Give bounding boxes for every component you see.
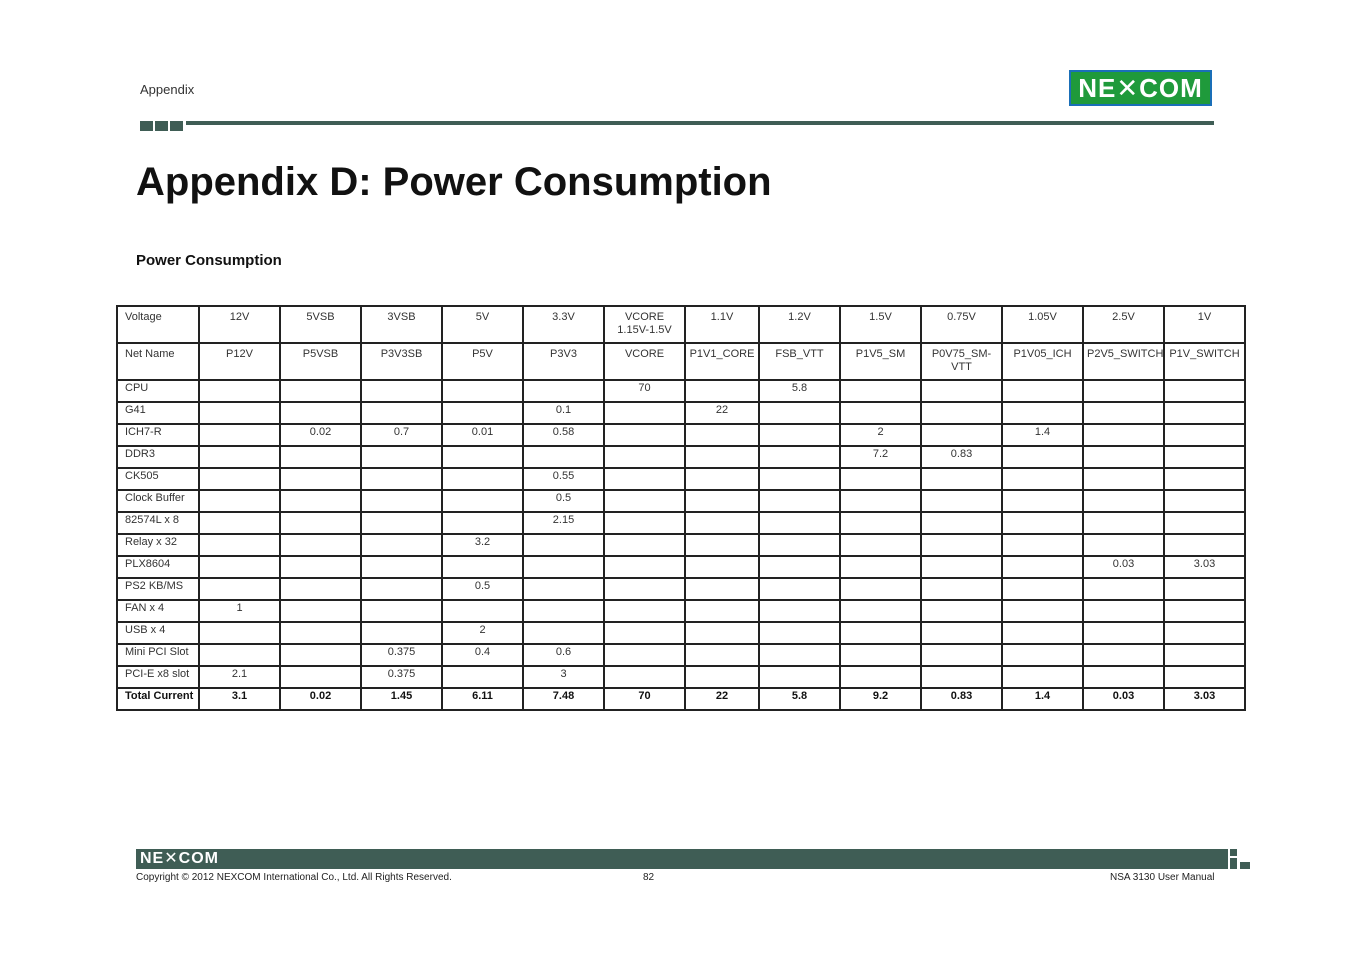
header-rule — [186, 121, 1214, 125]
table-cell — [1164, 644, 1245, 666]
table-cell: 5.8 — [759, 380, 840, 402]
table-cell — [1083, 622, 1164, 644]
table-cell — [1164, 468, 1245, 490]
table-cell — [280, 556, 361, 578]
table-row — [117, 622, 1245, 644]
footer-bar — [136, 849, 1228, 869]
table-cell — [442, 468, 523, 490]
table-cell — [604, 446, 685, 468]
header-section-label: Appendix — [140, 82, 195, 97]
table-cell — [604, 490, 685, 512]
table-cell: 7.48 — [523, 688, 604, 710]
table-cell — [759, 578, 840, 600]
table-cell — [1083, 468, 1164, 490]
table-row — [117, 490, 1245, 512]
table-cell — [280, 490, 361, 512]
table-cell: P1V_SWITCH — [1164, 343, 1245, 380]
table-cell — [280, 666, 361, 688]
table-cell: 7.2 — [840, 446, 921, 468]
table-cell — [1164, 512, 1245, 534]
table-cell: 0.02 — [280, 688, 361, 710]
table-cell — [1083, 578, 1164, 600]
table-row — [117, 578, 1245, 600]
table-cell — [1083, 490, 1164, 512]
footer-logo: NE✕COM — [140, 850, 219, 867]
table-cell: 3.1 — [199, 688, 280, 710]
table-cell — [921, 490, 1002, 512]
table-cell — [1002, 380, 1083, 402]
table-cell — [921, 666, 1002, 688]
table-cell — [199, 446, 280, 468]
table-row — [117, 534, 1245, 556]
table-cell — [523, 380, 604, 402]
table-cell — [361, 446, 442, 468]
table-cell — [442, 490, 523, 512]
table-cell — [921, 578, 1002, 600]
table-cell — [685, 644, 759, 666]
table-cell: 2 — [442, 622, 523, 644]
table-cell — [1002, 534, 1083, 556]
table-cell — [1002, 402, 1083, 424]
table-row — [117, 446, 1245, 468]
table-cell — [199, 622, 280, 644]
table-cell — [604, 556, 685, 578]
table-cell: 2.15 — [523, 512, 604, 534]
table-cell — [199, 380, 280, 402]
table-cell — [604, 402, 685, 424]
table-cell — [1164, 402, 1245, 424]
table-cell: 1.4 — [1002, 688, 1083, 710]
table-row — [117, 343, 1245, 380]
table-cell: FSB_VTT — [759, 343, 840, 380]
table-cell: P0V75_SM-VTT — [921, 343, 1002, 380]
table-cell — [523, 578, 604, 600]
table-cell — [280, 468, 361, 490]
footer-manual-title: NSA 3130 User Manual — [1110, 872, 1215, 883]
table-cell — [1164, 578, 1245, 600]
nexcom-logo: NE✕COM — [1069, 70, 1212, 106]
table-cell — [280, 380, 361, 402]
table-cell: 1V — [1164, 306, 1245, 343]
table-cell — [361, 600, 442, 622]
table-cell — [759, 666, 840, 688]
table-cell — [685, 534, 759, 556]
table-cell — [523, 534, 604, 556]
table-cell — [604, 424, 685, 446]
table-cell: 3 — [523, 666, 604, 688]
table-cell — [604, 666, 685, 688]
table-cell — [604, 534, 685, 556]
table-cell — [685, 424, 759, 446]
table-cell — [361, 380, 442, 402]
table-cell: 0.75V — [921, 306, 1002, 343]
table-cell: 0.4 — [442, 644, 523, 666]
table-cell — [759, 424, 840, 446]
table-cell — [361, 468, 442, 490]
table-cell — [604, 468, 685, 490]
table-cell — [759, 622, 840, 644]
table-cell — [840, 468, 921, 490]
table-cell: 12V — [199, 306, 280, 343]
row-label: PS2 KB/MS — [117, 578, 199, 600]
table-cell — [840, 402, 921, 424]
table-cell — [840, 666, 921, 688]
table-cell — [1164, 424, 1245, 446]
table-cell — [199, 534, 280, 556]
table-cell — [1002, 446, 1083, 468]
table-cell — [840, 490, 921, 512]
table-cell: 0.375 — [361, 644, 442, 666]
table-cell: 3.3V — [523, 306, 604, 343]
table-cell: 0.375 — [361, 666, 442, 688]
table-cell — [199, 468, 280, 490]
table-cell — [523, 600, 604, 622]
table-cell — [199, 556, 280, 578]
table-cell: 0.02 — [280, 424, 361, 446]
table-cell — [280, 534, 361, 556]
table-cell — [1164, 490, 1245, 512]
table-cell — [442, 402, 523, 424]
table-cell — [1083, 512, 1164, 534]
table-cell: 0.1 — [523, 402, 604, 424]
table-cell — [921, 512, 1002, 534]
table-cell — [442, 446, 523, 468]
table-row — [117, 644, 1245, 666]
header-bars — [140, 121, 183, 131]
table-cell — [759, 490, 840, 512]
table-cell — [1002, 622, 1083, 644]
table-cell — [1164, 446, 1245, 468]
table-cell — [199, 424, 280, 446]
table-cell — [921, 556, 1002, 578]
table-cell: 1.1V — [685, 306, 759, 343]
row-label: Net Name — [117, 343, 199, 380]
table-row — [117, 600, 1245, 622]
table-cell — [1083, 534, 1164, 556]
table-cell — [280, 512, 361, 534]
table-cell — [442, 512, 523, 534]
row-label: G41 — [117, 402, 199, 424]
table-cell — [1164, 380, 1245, 402]
table-cell: 5VSB — [280, 306, 361, 343]
table-cell: 3.2 — [442, 534, 523, 556]
table-cell: 0.5 — [523, 490, 604, 512]
table-cell — [199, 490, 280, 512]
table-cell: 5V — [442, 306, 523, 343]
table-cell — [361, 402, 442, 424]
table-cell — [1164, 666, 1245, 688]
row-label: DDR3 — [117, 446, 199, 468]
table-cell: 1.05V — [1002, 306, 1083, 343]
table-cell — [442, 600, 523, 622]
table-cell: 3.03 — [1164, 556, 1245, 578]
table-cell: 9.2 — [840, 688, 921, 710]
table-cell — [604, 512, 685, 534]
table-cell: 0.7 — [361, 424, 442, 446]
table-cell — [921, 622, 1002, 644]
table-cell — [280, 402, 361, 424]
table-cell: 0.58 — [523, 424, 604, 446]
table-cell — [759, 534, 840, 556]
table-cell — [840, 380, 921, 402]
table-cell — [685, 578, 759, 600]
table-cell — [1083, 666, 1164, 688]
table-cell: 1.2V — [759, 306, 840, 343]
table-cell — [442, 666, 523, 688]
table-cell — [523, 622, 604, 644]
table-cell: 1.5V — [840, 306, 921, 343]
table-cell — [840, 556, 921, 578]
table-cell: 0.03 — [1083, 688, 1164, 710]
table-cell — [199, 512, 280, 534]
row-label: CPU — [117, 380, 199, 402]
table-cell: 0.5 — [442, 578, 523, 600]
table-cell — [685, 490, 759, 512]
table-cell — [759, 446, 840, 468]
table-cell — [199, 402, 280, 424]
footer-page-number: 82 — [643, 872, 655, 883]
table-cell — [759, 644, 840, 666]
table-cell: P2V5_SWITCH — [1083, 343, 1164, 380]
table-cell — [1002, 666, 1083, 688]
row-label: Relay x 32 — [117, 534, 199, 556]
table-cell — [1083, 644, 1164, 666]
table-cell: P1V5_SM — [840, 343, 921, 380]
table-cell — [685, 622, 759, 644]
row-label: Clock Buffer — [117, 490, 199, 512]
table-cell — [604, 578, 685, 600]
table-cell — [759, 468, 840, 490]
table-cell — [1002, 556, 1083, 578]
table-cell — [685, 380, 759, 402]
table-row — [117, 306, 1245, 343]
table-cell: P5VSB — [280, 343, 361, 380]
table-row — [117, 688, 1245, 710]
table-cell — [604, 644, 685, 666]
table-row — [117, 512, 1245, 534]
table-cell — [759, 512, 840, 534]
table-cell — [840, 622, 921, 644]
table-cell — [1002, 468, 1083, 490]
table-cell — [361, 512, 442, 534]
table-cell: 2.1 — [199, 666, 280, 688]
table-cell: P12V — [199, 343, 280, 380]
row-label: ICH7-R — [117, 424, 199, 446]
table-cell — [1002, 512, 1083, 534]
table-cell — [361, 578, 442, 600]
table-row — [117, 402, 1245, 424]
table-cell: 1.4 — [1002, 424, 1083, 446]
row-label: CK505 — [117, 468, 199, 490]
table-row — [117, 424, 1245, 446]
table-cell — [199, 578, 280, 600]
table-cell: VCORE — [604, 343, 685, 380]
table-cell: 1.45 — [361, 688, 442, 710]
table-cell — [921, 402, 1002, 424]
table-cell: 0.83 — [921, 688, 1002, 710]
row-label: PLX8604 — [117, 556, 199, 578]
table-cell — [1083, 380, 1164, 402]
table-cell — [1002, 600, 1083, 622]
table-cell — [604, 622, 685, 644]
table-row — [117, 468, 1245, 490]
table-cell — [280, 446, 361, 468]
table-cell: P1V1_CORE — [685, 343, 759, 380]
table-cell — [840, 644, 921, 666]
table-cell: 0.55 — [523, 468, 604, 490]
table-cell — [280, 578, 361, 600]
table-cell — [759, 600, 840, 622]
table-cell: 6.11 — [442, 688, 523, 710]
table-cell — [921, 600, 1002, 622]
table-cell — [840, 600, 921, 622]
table-cell: 22 — [685, 688, 759, 710]
table-cell — [1083, 446, 1164, 468]
table-cell: 0.6 — [523, 644, 604, 666]
table-cell — [280, 644, 361, 666]
table-cell — [840, 512, 921, 534]
table-cell — [685, 512, 759, 534]
table-cell: 2 — [840, 424, 921, 446]
table-cell — [361, 556, 442, 578]
row-label: FAN x 4 — [117, 600, 199, 622]
row-label: PCI-E x8 slot — [117, 666, 199, 688]
table-cell — [1002, 644, 1083, 666]
table-cell — [1164, 534, 1245, 556]
page-title: Appendix D: Power Consumption — [136, 160, 772, 204]
table-cell — [759, 402, 840, 424]
footer-copyright: Copyright © 2012 NEXCOM International Co., Ltd. All Rights Reserved. — [136, 872, 452, 883]
row-label: USB x 4 — [117, 622, 199, 644]
table-cell — [921, 380, 1002, 402]
table-cell — [921, 468, 1002, 490]
table-cell: 2.5V — [1083, 306, 1164, 343]
table-cell — [361, 490, 442, 512]
table-cell — [523, 556, 604, 578]
table-cell — [759, 556, 840, 578]
table-cell — [1002, 490, 1083, 512]
table-row — [117, 380, 1245, 402]
table-cell: P5V — [442, 343, 523, 380]
table-cell — [361, 622, 442, 644]
table-cell — [840, 534, 921, 556]
table-cell: 70 — [604, 380, 685, 402]
table-cell — [442, 380, 523, 402]
table-cell — [685, 446, 759, 468]
table-cell: 0.03 — [1083, 556, 1164, 578]
table-cell — [280, 622, 361, 644]
table-cell — [1083, 424, 1164, 446]
row-label: Total Current — [117, 688, 199, 710]
table-cell — [1002, 578, 1083, 600]
row-label: 82574L x 8 — [117, 512, 199, 534]
table-cell — [685, 468, 759, 490]
table-cell: VCORE 1.15V-1.5V — [604, 306, 685, 343]
table-cell — [1083, 600, 1164, 622]
table-cell — [921, 424, 1002, 446]
table-row — [117, 556, 1245, 578]
table-cell — [361, 534, 442, 556]
table-cell: P3V3 — [523, 343, 604, 380]
table-cell: 70 — [604, 688, 685, 710]
row-label: Mini PCI Slot — [117, 644, 199, 666]
table-cell — [840, 578, 921, 600]
table-cell: 0.01 — [442, 424, 523, 446]
table-cell — [921, 534, 1002, 556]
table-cell — [442, 556, 523, 578]
table-cell — [523, 446, 604, 468]
table-cell: 0.83 — [921, 446, 1002, 468]
table-cell: 22 — [685, 402, 759, 424]
table-cell — [1083, 402, 1164, 424]
row-label: Voltage — [117, 306, 199, 343]
table-cell — [199, 644, 280, 666]
table-cell: P3V3SB — [361, 343, 442, 380]
table-cell — [604, 600, 685, 622]
table-cell — [921, 644, 1002, 666]
table-cell: 3.03 — [1164, 688, 1245, 710]
table-cell — [1164, 622, 1245, 644]
table-cell — [685, 666, 759, 688]
section-subtitle: Power Consumption — [136, 252, 282, 269]
power-consumption-table — [116, 305, 1246, 711]
table-cell — [685, 600, 759, 622]
table-cell: 5.8 — [759, 688, 840, 710]
table-cell — [280, 600, 361, 622]
table-cell — [1164, 600, 1245, 622]
table-row — [117, 666, 1245, 688]
table-cell: 1 — [199, 600, 280, 622]
table-cell — [685, 556, 759, 578]
table-cell: P1V05_ICH — [1002, 343, 1083, 380]
table-cell: 3VSB — [361, 306, 442, 343]
